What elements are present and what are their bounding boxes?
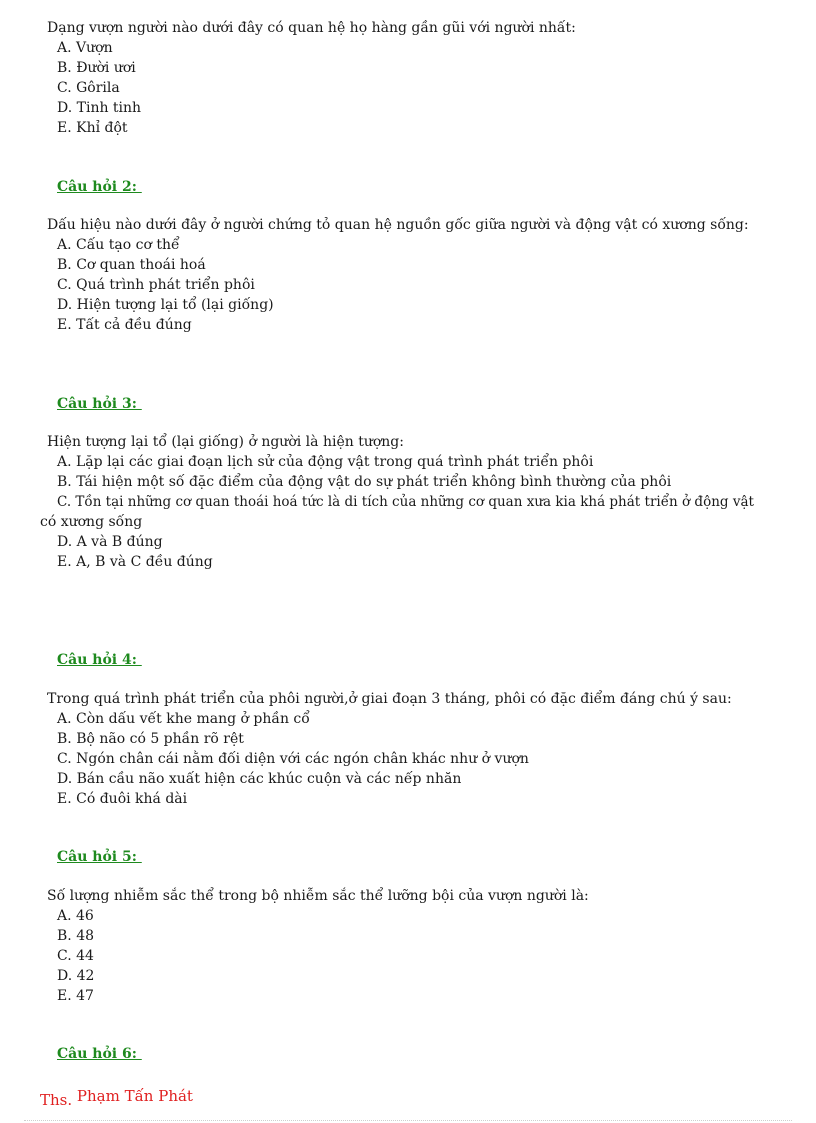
question-3-option-a: A. Lặp lại các giai đoạn lịch sử của động vật trong quá trình phát triển phôi	[57, 454, 594, 470]
question-3-stem: Hiện tượng lại tổ (lại giống) ở người là hiện tượng:	[47, 434, 404, 450]
author-signature	[40, 1087, 193, 1109]
question-4-option-e: E. Có đuôi khá dài	[57, 791, 188, 807]
question-2-heading: Câu hỏi 2:	[57, 179, 142, 195]
question-4-option-d: D. Bán cầu não xuất hiện các khúc cuộn và các nếp nhăn	[57, 771, 462, 787]
question-1-option-d: D. Tinh tinh	[57, 100, 142, 116]
question-2-option-b: B. Cơ quan thoái hoá	[57, 257, 206, 273]
footer-divider	[24, 1120, 792, 1121]
author-name: Phạm Tấn Phát	[76, 1087, 193, 1105]
question-1-option-b: B. Đười ươi	[57, 60, 136, 76]
question-2-stem: Dấu hiệu nào dưới đây ở người chứng tỏ quan hệ nguồn gốc giữa người và động vật có xương sống:	[47, 217, 749, 233]
question-3-option-e: E. A, B và C đều đúng	[57, 554, 213, 570]
question-5-option-a: A. 46	[57, 908, 94, 924]
question-4-option-a: A. Còn dấu vết khe mang ở phần cổ	[57, 711, 310, 727]
question-4-stem: Trong quá trình phát triển của phôi người,ở giai đoạn 3 tháng, phôi có đặc điểm đáng chú ý sau:	[47, 691, 732, 707]
question-1-option-a: A. Vượn	[57, 40, 113, 56]
question-5-stem: Số lượng nhiễm sắc thể trong bộ nhiễm sắc thể lưỡng bội của vượn người là:	[47, 888, 589, 904]
question-2-option-e: E. Tất cả đều đúng	[57, 317, 192, 333]
author-title: Ths.	[40, 1091, 73, 1109]
question-3-option-c-continued: có xương sống	[40, 514, 143, 530]
question-5-option-c: C. 44	[57, 948, 94, 964]
question-3-option-c: C. Tồn tại những cơ quan thoái hoá tức là di tích của những cơ quan xưa kia khá phát triển ở động vật	[57, 494, 754, 510]
question-3-heading: Câu hỏi 3:	[57, 396, 142, 412]
question-5-option-e: E. 47	[57, 988, 94, 1004]
question-3-option-b: B. Tái hiện một số đặc điểm của động vật do sự phát triển không bình thường của phôi	[57, 474, 672, 490]
question-4-heading: Câu hỏi 4:	[57, 652, 142, 668]
question-4-option-b: B. Bộ não có 5 phần rõ rệt	[57, 731, 244, 747]
question-5-option-d: D. 42	[57, 968, 95, 984]
question-5-option-b: B. 48	[57, 928, 95, 944]
question-1-stem: Dạng vượn người nào dưới đây có quan hệ họ hàng gần gũi với người nhất:	[47, 20, 576, 36]
question-1-option-c: C. Gôrila	[57, 80, 120, 96]
question-2-option-d: D. Hiện tượng lại tổ (lại giống)	[57, 297, 274, 313]
question-2-option-a: A. Cấu tạo cơ thể	[57, 237, 180, 253]
question-1-option-e: E. Khỉ đột	[57, 120, 128, 136]
question-4-option-c: C. Ngón chân cái nằm đối diện với các ngón chân khác như ở vượn	[57, 751, 529, 767]
question-5-heading: Câu hỏi 5:	[57, 849, 142, 865]
question-2-option-c: C. Quá trình phát triển phôi	[57, 277, 255, 293]
question-3-option-d: D. A và B đúng	[57, 534, 163, 550]
question-6-heading: Câu hỏi 6:	[57, 1046, 142, 1062]
